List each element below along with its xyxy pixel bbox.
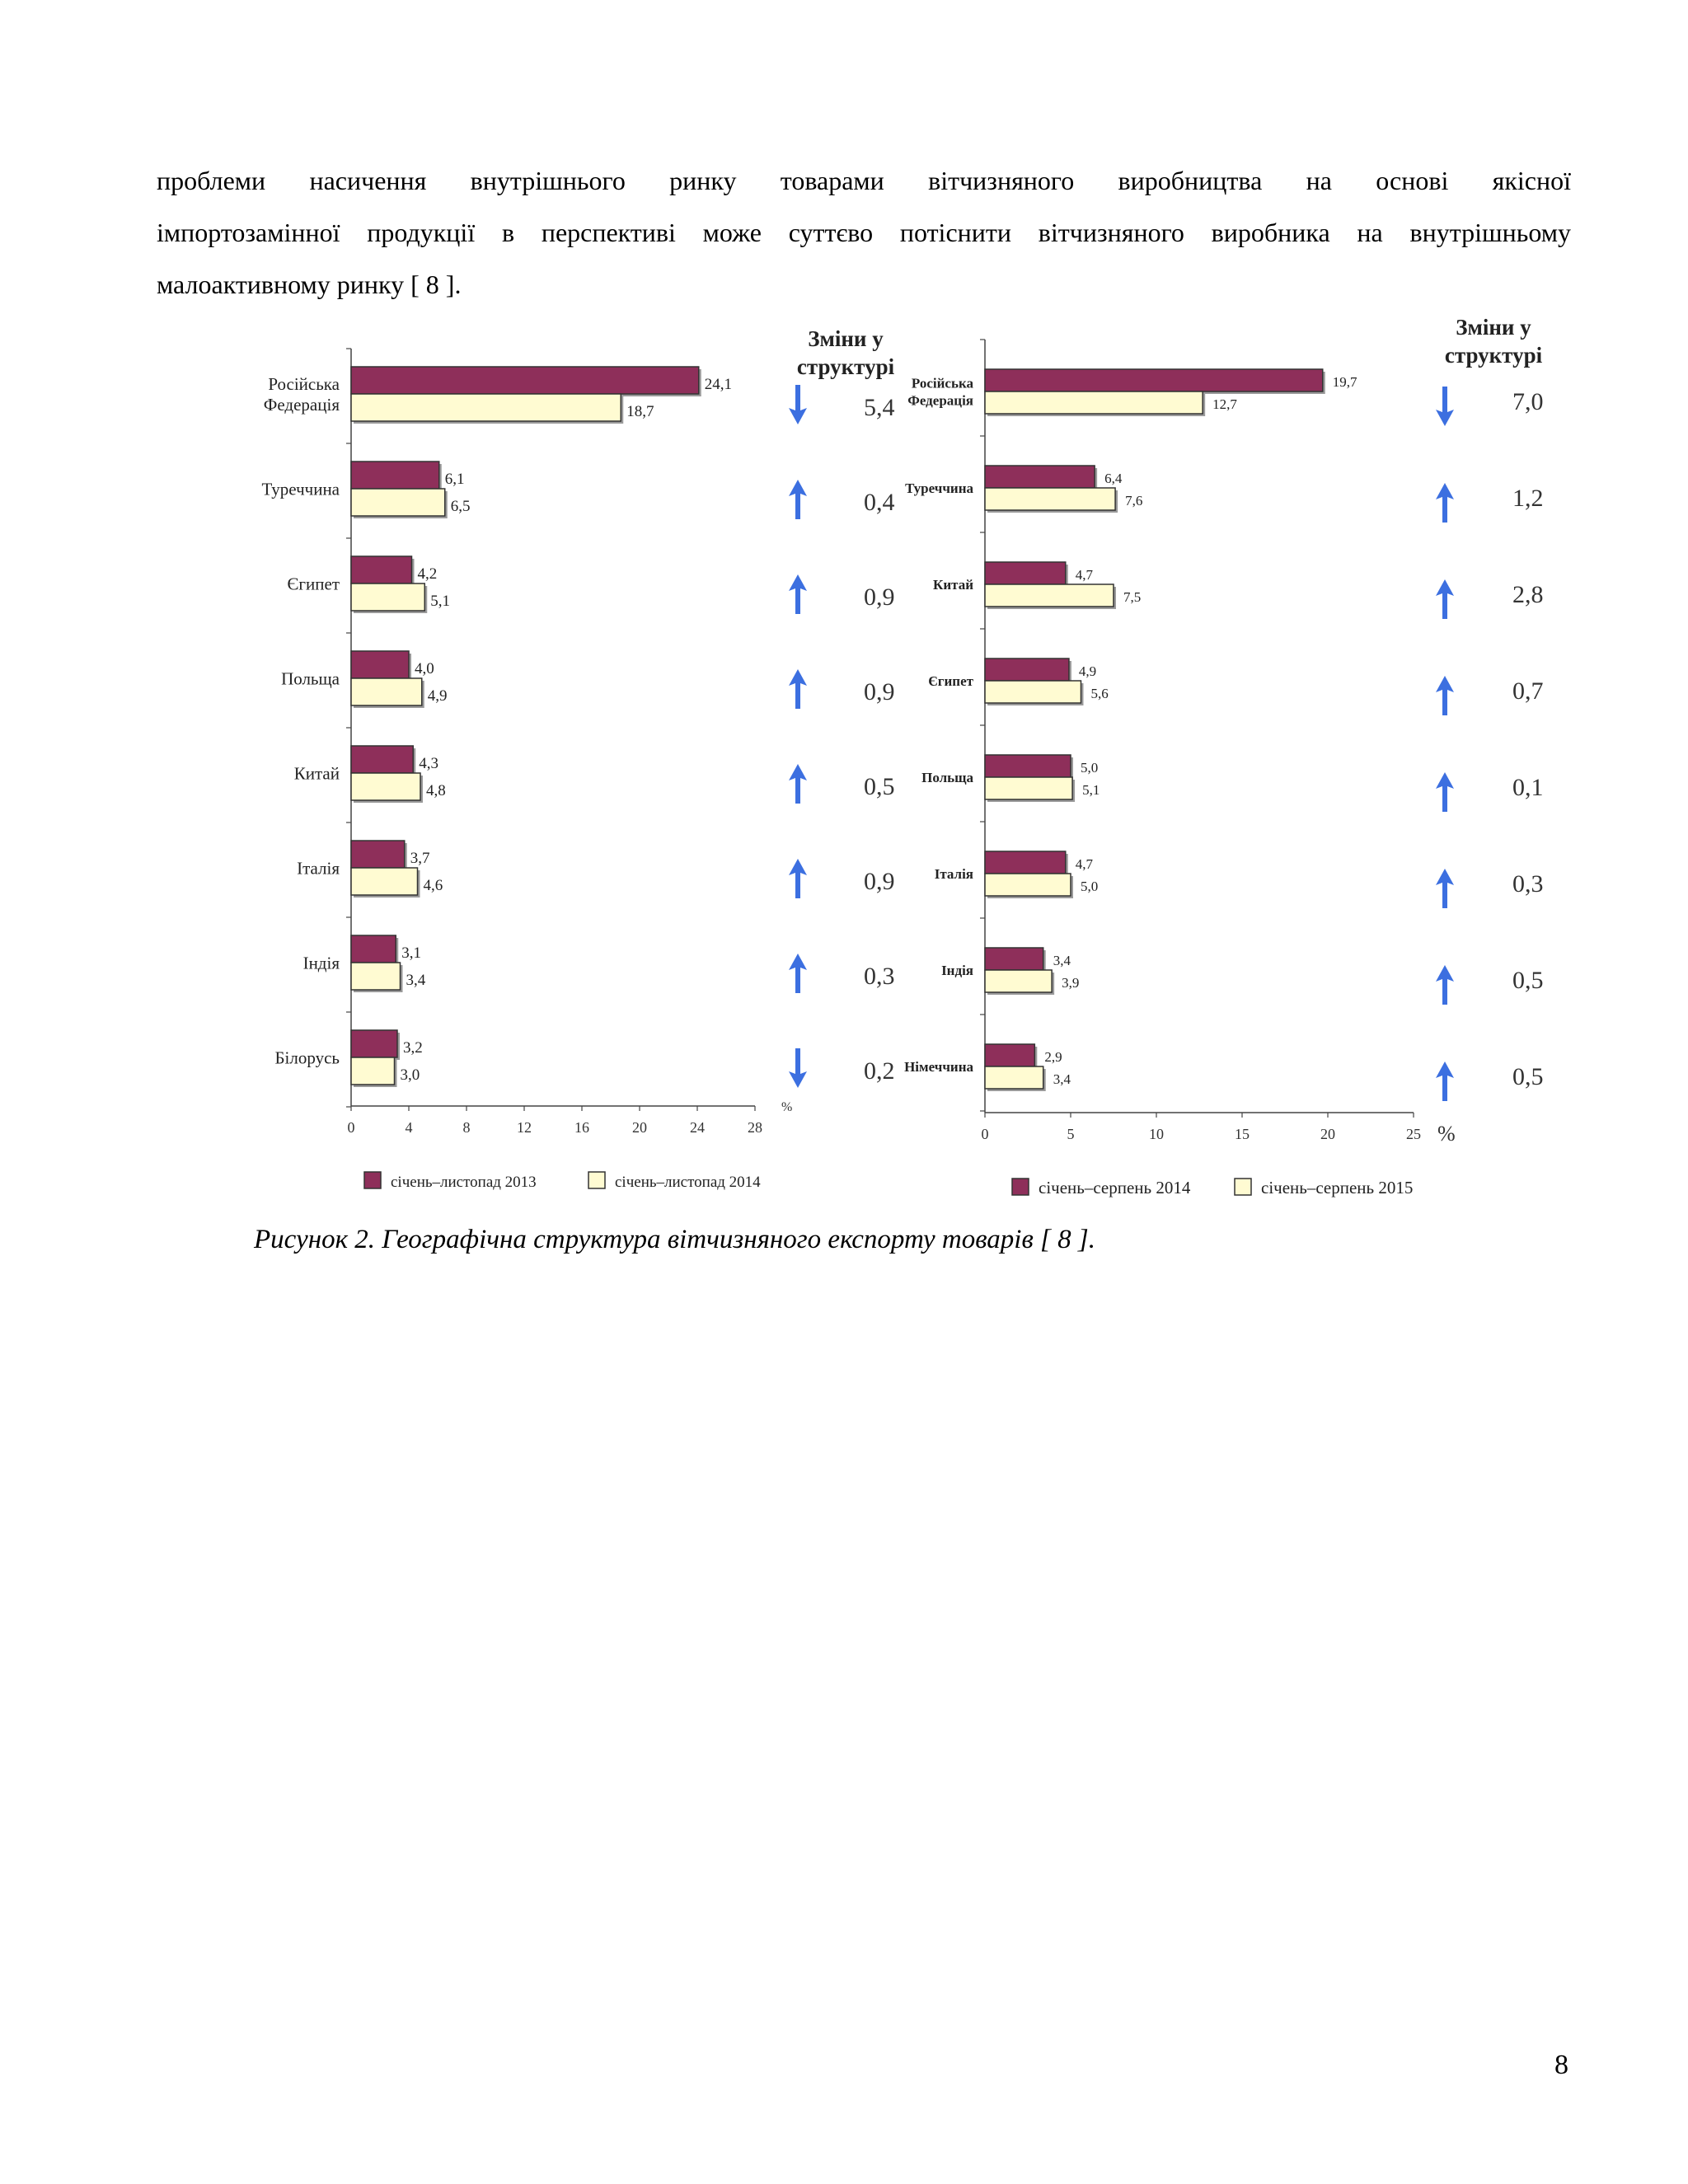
category-label: Російська [911, 375, 973, 391]
bar-series-2 [351, 583, 424, 611]
x-tick-label: 24 [690, 1119, 705, 1136]
x-tick-label: 25 [1406, 1126, 1421, 1142]
data-label: 7,6 [1125, 493, 1143, 509]
paragraph-line: проблеми насичення внутрішнього ринку товарами вітчизняного виробництва на основі якісної [157, 166, 1571, 195]
legend-swatch [588, 1172, 605, 1188]
data-label: 5,0 [1081, 760, 1099, 776]
bar-series-1 [985, 948, 1043, 970]
data-label: 4,9 [1078, 663, 1097, 679]
category-label: Німеччина [904, 1058, 973, 1075]
data-label: 4,7 [1075, 567, 1094, 583]
change-value: 1,2 [1512, 485, 1544, 512]
data-label: 7,5 [1123, 589, 1142, 605]
arrow-up-icon [1436, 1062, 1454, 1101]
bar-series-2 [351, 773, 420, 800]
changes-header: структурі [796, 354, 895, 379]
bar-series-1 [985, 755, 1071, 777]
bar-series-1 [985, 1044, 1034, 1066]
bar-series-1 [351, 651, 409, 678]
x-tick-label: 15 [1235, 1126, 1250, 1142]
arrow-up-icon [1436, 965, 1454, 1005]
data-label: 4,9 [427, 687, 448, 705]
data-label: 4,3 [419, 755, 438, 772]
change-value: 7,0 [1512, 388, 1544, 415]
arrow-up-icon [1436, 772, 1454, 812]
paragraph-line: імпортозамінної продукції в перспективі може суттєво потіснити вітчизняного виробника на внутрішньому [157, 218, 1571, 247]
x-unit-label: % [781, 1100, 793, 1114]
arrow-up-icon [1436, 579, 1454, 619]
category-label: Індія [302, 953, 340, 973]
arrow-up-icon [1436, 869, 1454, 908]
data-label: 5,0 [1081, 879, 1099, 894]
bar-series-1 [351, 367, 699, 394]
bar-series-2 [351, 868, 418, 895]
bar-series-1 [985, 369, 1323, 391]
x-tick-label: 28 [748, 1119, 762, 1136]
bar-series-2 [351, 678, 422, 705]
bar-series-1 [351, 1030, 397, 1057]
category-label: Індія [941, 962, 973, 978]
data-label: 24,1 [704, 376, 732, 393]
change-value: 0,9 [864, 583, 895, 611]
data-label: 3,7 [410, 850, 430, 867]
x-tick-label: 0 [981, 1126, 989, 1142]
change-value: 0,3 [864, 963, 895, 990]
data-label: 3,1 [401, 944, 421, 962]
data-label: 19,7 [1332, 374, 1357, 390]
data-label: 4,6 [423, 877, 443, 894]
data-label: 12,7 [1212, 396, 1237, 412]
data-label: 5,1 [430, 593, 450, 610]
x-tick-label: 20 [632, 1119, 647, 1136]
change-value: 2,8 [1512, 581, 1544, 608]
category-label: Польща [921, 769, 973, 785]
category-label: Китай [933, 576, 973, 593]
chart-left [239, 305, 907, 1212]
category-label: Федерація [907, 392, 973, 409]
bar-series-2 [985, 488, 1115, 510]
legend-label: січень–серпень 2015 [1261, 1178, 1414, 1197]
data-label: 5,6 [1090, 686, 1109, 701]
changes-header: Зміни у [808, 326, 884, 351]
bar-series-2 [985, 970, 1052, 992]
data-label: 5,1 [1082, 782, 1100, 798]
data-label: 4,0 [415, 660, 434, 677]
legend-swatch [1012, 1179, 1029, 1195]
category-label: Італія [297, 858, 340, 879]
arrow-up-icon [1436, 483, 1454, 523]
legend-label: січень–листопад 2014 [615, 1174, 761, 1191]
bar-series-1 [985, 851, 1066, 874]
data-label: 4,2 [417, 565, 438, 583]
arrow-up-icon [789, 480, 807, 519]
bar-series-1 [985, 562, 1066, 584]
bar-series-1 [351, 746, 413, 773]
change-value: 0,7 [1512, 677, 1544, 705]
arrow-up-icon [1436, 676, 1454, 715]
data-label: 18,7 [626, 403, 654, 420]
body-paragraph [157, 155, 1571, 311]
legend-swatch [364, 1172, 381, 1188]
paragraph-line: малоактивному ринку [ 8 ]. [157, 269, 462, 299]
x-tick-label: 12 [517, 1119, 532, 1136]
change-value: 0,1 [1512, 774, 1544, 801]
changes-header: структурі [1444, 343, 1543, 368]
bar-series-2 [351, 489, 445, 516]
category-label: Єгипет [928, 673, 973, 689]
arrow-up-icon [789, 764, 807, 804]
data-label: 3,4 [1053, 1071, 1071, 1087]
arrow-up-icon [789, 859, 807, 898]
category-label: Китай [293, 763, 340, 784]
category-label: Федерація [263, 394, 340, 415]
data-label: 3,4 [1053, 953, 1071, 968]
data-label: 3,4 [406, 972, 426, 989]
figure-caption: Рисунок 2. Географічна структура вітчизняного експорту товарів [ 8 ]. [254, 1225, 1095, 1254]
arrow-up-icon [789, 574, 807, 614]
change-value: 0,9 [864, 678, 895, 705]
changes-header: Зміни у [1456, 315, 1531, 340]
x-tick-label: 4 [405, 1119, 413, 1136]
arrow-up-icon [789, 954, 807, 993]
bar-series-2 [351, 1057, 395, 1085]
change-value: 5,4 [864, 394, 895, 421]
data-label: 4,8 [426, 782, 446, 799]
x-tick-label: 10 [1149, 1126, 1164, 1142]
change-value: 0,4 [864, 489, 895, 516]
arrow-up-icon [789, 669, 807, 709]
chart-right [890, 305, 1582, 1212]
category-label: Туреччина [261, 479, 340, 499]
x-tick-label: 16 [574, 1119, 589, 1136]
data-label: 6,1 [444, 471, 465, 488]
x-tick-label: 0 [347, 1119, 355, 1136]
bar-series-2 [985, 681, 1081, 703]
bar-series-1 [985, 466, 1095, 488]
arrow-down-icon [1436, 387, 1454, 426]
page-number: 8 [1554, 2050, 1568, 2080]
bar-series-2 [351, 394, 621, 421]
change-value: 0,2 [864, 1057, 895, 1085]
bar-series-2 [985, 777, 1072, 799]
arrow-down-icon [789, 385, 807, 424]
category-label: Єгипет [287, 574, 340, 594]
change-value: 0,5 [864, 773, 895, 800]
data-label: 3,0 [400, 1066, 420, 1084]
change-value: 0,5 [1512, 1063, 1544, 1090]
bar-series-1 [351, 935, 396, 963]
category-label: Білорусь [274, 1047, 340, 1068]
bar-series-1 [351, 841, 405, 868]
legend-label: січень–листопад 2013 [391, 1174, 537, 1191]
x-tick-label: 8 [462, 1119, 471, 1136]
category-label: Туреччина [905, 480, 973, 496]
arrow-down-icon [789, 1048, 807, 1088]
data-label: 4,7 [1075, 856, 1094, 872]
figure-left [239, 305, 907, 1216]
data-label: 3,9 [1062, 975, 1080, 991]
category-label: Італія [934, 865, 973, 882]
bar-series-2 [985, 1066, 1043, 1089]
bar-series-1 [351, 556, 412, 583]
bar-series-2 [985, 584, 1114, 607]
data-label: 6,5 [450, 498, 471, 515]
legend-label: січень–серпень 2014 [1039, 1178, 1191, 1197]
bar-series-1 [985, 658, 1069, 681]
figure-right [890, 305, 1582, 1216]
x-unit-label: % [1437, 1122, 1456, 1146]
change-value: 0,9 [864, 868, 895, 895]
bar-series-2 [351, 963, 401, 990]
category-label: Російська [268, 373, 340, 394]
data-label: 6,4 [1104, 471, 1123, 486]
bar-series-2 [985, 874, 1071, 896]
x-tick-label: 20 [1320, 1126, 1335, 1142]
x-tick-label: 5 [1067, 1126, 1075, 1142]
change-value: 0,3 [1512, 870, 1544, 898]
data-label: 3,2 [403, 1039, 423, 1057]
data-label: 2,9 [1044, 1049, 1062, 1065]
bar-series-2 [985, 391, 1203, 414]
bar-series-1 [351, 462, 439, 489]
category-label: Польща [281, 668, 340, 689]
change-value: 0,5 [1512, 967, 1544, 994]
legend-swatch [1235, 1179, 1251, 1195]
